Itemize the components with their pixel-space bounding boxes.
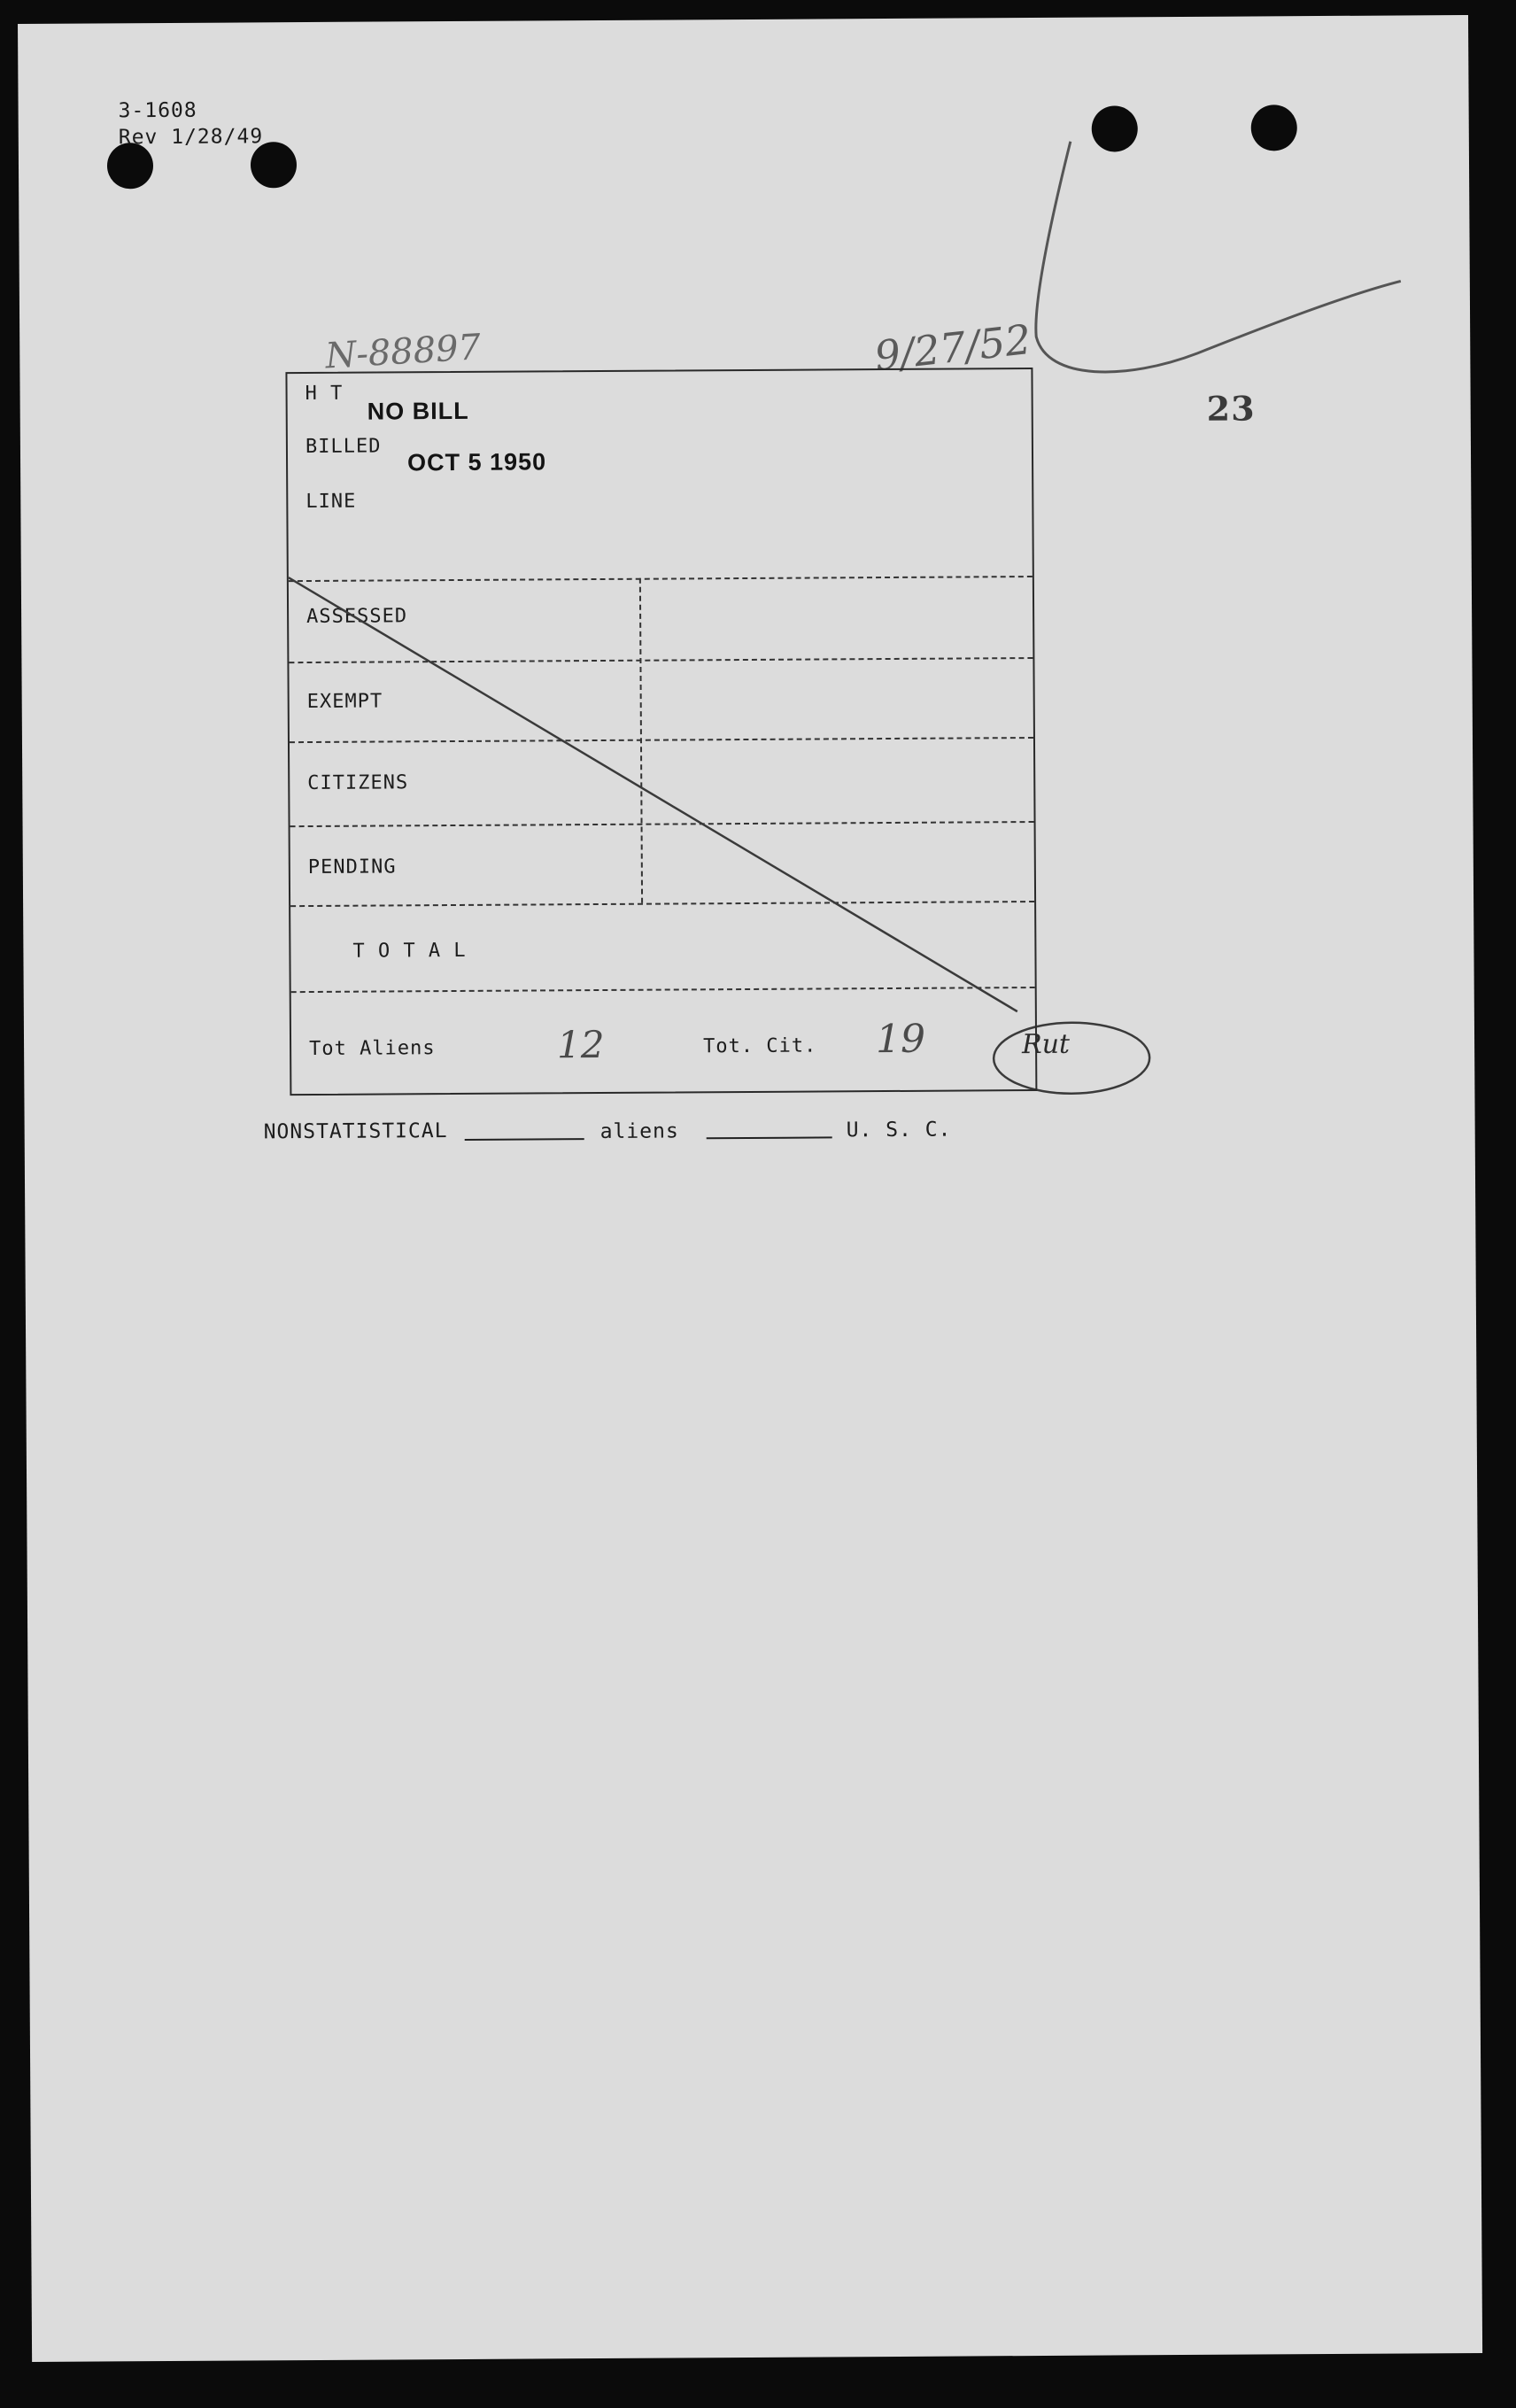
no-bill-stamp: NO BILL [367, 397, 469, 425]
row-label-pending: PENDING [307, 856, 397, 879]
tot-aliens-value: 12 [556, 1022, 605, 1067]
line-label: LINE [306, 490, 357, 514]
handwritten-date: 9/27/52 [871, 314, 1034, 381]
ht-label: H T [305, 382, 344, 406]
row-label-citizens: CITIZENS [307, 771, 409, 795]
tot-cit-value: 19 [875, 1016, 926, 1063]
form-revision: Rev 1/28/49 [118, 125, 264, 150]
form-code: 3-1608 [118, 98, 197, 123]
date-stamp: OCT 5 1950 [406, 448, 547, 476]
initials: Rut [1021, 1028, 1071, 1061]
handwritten-marks [18, 15, 1482, 2362]
billed-label: BILLED [305, 435, 382, 459]
tot-cit-label: Tot. Cit. [703, 1034, 817, 1058]
row-label-assessed: ASSESSED [306, 605, 408, 629]
diagonal-strike [287, 369, 1035, 1094]
page-number: 23 [1206, 388, 1256, 429]
enumeration-form-table [285, 368, 1071, 1096]
document-page [18, 15, 1482, 2362]
nonstatistical-label: NONSTATISTICAL [263, 1119, 448, 1144]
aliens-label: aliens [599, 1119, 679, 1144]
pen-stroke [1035, 139, 1402, 372]
file-number: N-88897 [324, 327, 483, 377]
tot-aliens-label: Tot Aliens [309, 1037, 436, 1061]
usc-label: U. S. C. [846, 1118, 952, 1142]
row-label-exempt: EXEMPT [306, 690, 383, 714]
total-label: T O T A L [352, 939, 467, 963]
